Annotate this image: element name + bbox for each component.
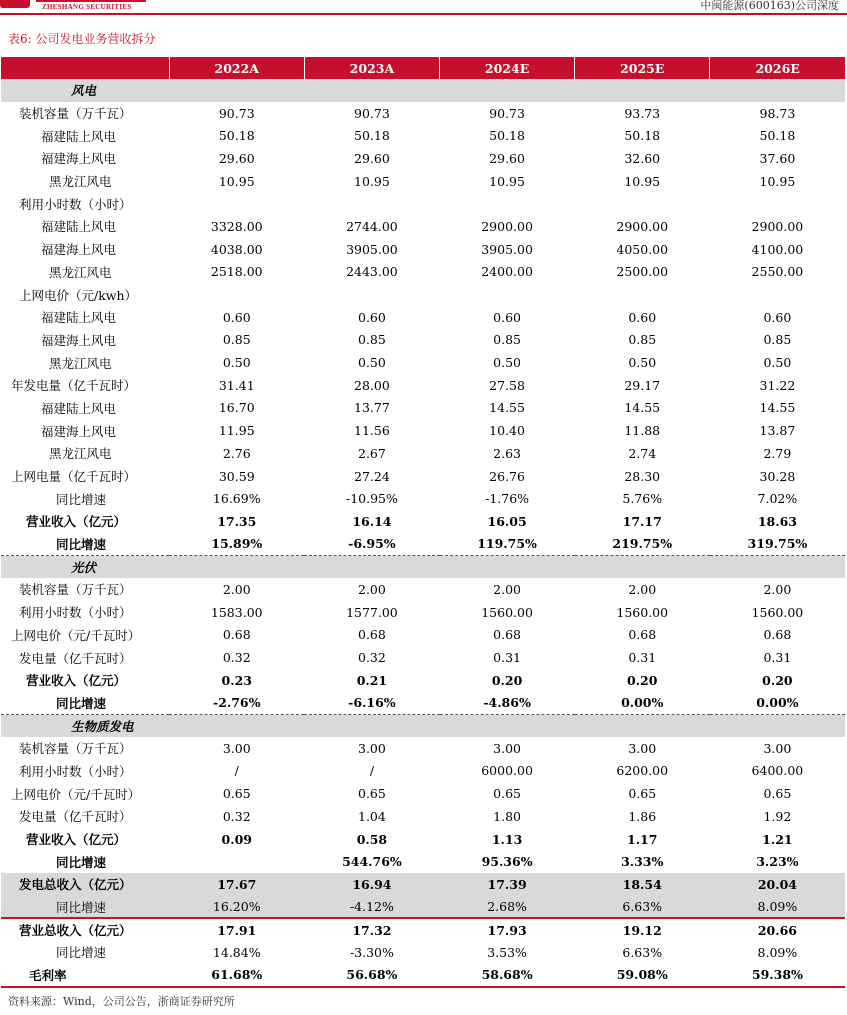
row-label: 风电: [1, 79, 169, 102]
table-row: [1, 918, 845, 941]
table-cell: 14.84%: [212, 944, 261, 960]
table-row: [1, 873, 845, 896]
table-cell: 3.00: [222, 740, 251, 756]
table-cell: 90.73: [354, 105, 390, 121]
table-cell: 26.76: [489, 468, 525, 484]
table-cell: 50.18: [218, 128, 255, 144]
table-cell: 0.85: [493, 332, 521, 348]
table-cell: 0.60: [358, 309, 386, 325]
table-cell: /: [369, 763, 375, 779]
table-cell: 30.59: [218, 468, 255, 484]
table-cell: [304, 283, 439, 306]
row-label: 利用小时数（小时）: [19, 763, 132, 779]
table-cell: [440, 192, 575, 215]
table-cell: 0.65: [763, 786, 792, 802]
table-cell: 1.17: [627, 831, 658, 847]
table-cell: 20.66: [710, 918, 845, 941]
table-cell: 14.55: [759, 400, 796, 416]
table-cell: 2500.00: [616, 264, 669, 280]
table-cell: 11.95: [218, 423, 255, 439]
table-cell: 14.55: [624, 400, 661, 416]
table-cell: [440, 79, 575, 102]
table-cell: 0.21: [356, 672, 388, 688]
table-cell: 5.76%: [622, 491, 663, 507]
table-cell: 0.31: [493, 650, 521, 666]
table-cell: 6.63%: [575, 896, 710, 919]
table-cell: 29.60: [354, 150, 390, 166]
table-cell: 1.04: [358, 808, 386, 824]
table-row: [1, 102, 845, 125]
table-row: [1, 397, 845, 420]
table-cell: 4100.00: [751, 241, 804, 257]
table-cell: 50.18: [354, 128, 390, 144]
table-cell: 8.09%: [757, 944, 798, 960]
table-cell: 37.60: [759, 150, 796, 166]
table-cell: 50.18: [489, 128, 525, 144]
row-label: 上网电价（元/kwh）: [19, 287, 138, 303]
table-cell: 90.73: [489, 105, 525, 121]
table-cell: 3.00: [493, 740, 521, 756]
table-cell: 58.68%: [440, 964, 575, 987]
table-row: [1, 828, 845, 851]
table-cell: 1560.00: [481, 604, 533, 620]
table-cell: [169, 283, 304, 306]
table-cell: 0.58: [356, 831, 388, 847]
table-cell: 17.35: [217, 513, 257, 529]
company-logo: [0, 0, 150, 14]
table-cell: [169, 79, 304, 102]
row-label: 营业总收入（亿元）: [1, 918, 169, 941]
table-cell: [304, 192, 439, 215]
table-cell: [710, 714, 845, 737]
row-label: 生物质发电: [1, 714, 169, 737]
table-cell: [169, 192, 304, 215]
table-cell: [440, 555, 575, 578]
table-cell: 7.02%: [757, 491, 798, 507]
table-cell: 0.20: [627, 672, 658, 688]
row-label: 毛利率: [1, 964, 169, 987]
table-cell: [575, 283, 710, 306]
table-cell: 3905.00: [346, 241, 398, 257]
row-label: 上网电量（亿千瓦时）: [11, 469, 137, 485]
table-cell: 8.09%: [710, 896, 845, 919]
table-cell: [575, 192, 710, 215]
table-cell: 16.14: [352, 513, 392, 529]
table-cell: [440, 714, 575, 737]
table-cell: 0.31: [628, 650, 657, 666]
table-cell: 1.80: [493, 808, 521, 824]
row-label: 黑龙江风电: [49, 174, 112, 190]
row-label: 营业收入（亿元）: [26, 514, 127, 530]
table-cell: 59.38%: [710, 964, 845, 987]
row-label: 同比增速: [56, 491, 107, 507]
table-cell: [304, 714, 439, 737]
row-label: 福建海上风电: [41, 151, 117, 167]
table-cell: 3.23%: [756, 854, 799, 870]
table-cell: 18.63: [757, 513, 797, 529]
table-cell: 0.32: [222, 650, 251, 666]
table-row: [1, 737, 845, 760]
table-cell: -4.86%: [440, 692, 575, 715]
header-cell: 2023A: [304, 57, 439, 79]
table-cell: 0.31: [763, 650, 792, 666]
row-label: 上网电价（元/千瓦时）: [11, 627, 141, 643]
table-cell: 0.20: [491, 672, 523, 688]
table-title: 表6: 公司发电业务营收拆分: [8, 32, 156, 46]
table-cell: 2900.00: [751, 218, 804, 234]
table-cell: [304, 555, 439, 578]
table-cell: [575, 79, 710, 102]
table-cell: 0.68: [763, 627, 792, 643]
table-cell: 16.94: [304, 873, 439, 896]
row-label: 福建陆上风电: [41, 310, 117, 326]
row-label: 同比增速: [1, 692, 169, 715]
table-cell: 16.05: [487, 513, 527, 529]
table-row: [1, 465, 845, 488]
header-cell: 2022A: [169, 57, 304, 79]
table-row: [1, 941, 845, 964]
table-cell: 2.00: [358, 581, 386, 597]
table-cell: 319.75%: [710, 533, 845, 556]
table-cell: 2.63: [493, 445, 521, 461]
row-label: 装机容量（万千瓦）: [19, 741, 132, 757]
row-label: 黑龙江风电: [49, 264, 112, 280]
table-cell: -2.76%: [169, 692, 304, 715]
table-row: [1, 896, 845, 919]
table-cell: 2.74: [628, 445, 657, 461]
table-cell: 10.95: [759, 173, 796, 189]
table-cell: 11.88: [624, 423, 661, 439]
logo-text: ZHESHANG SECURITIES: [42, 3, 132, 11]
table-cell: 4050.00: [616, 241, 669, 257]
row-label: 福建陆上风电: [41, 219, 117, 235]
table-cell: 0.23: [221, 672, 252, 688]
table-cell: 29.17: [624, 377, 661, 393]
table-cell: [440, 283, 575, 306]
table-cell: 18.54: [575, 873, 710, 896]
table-cell: 3328.00: [210, 218, 263, 234]
table-cell: 0.85: [222, 332, 251, 348]
table-cell: 0.85: [763, 332, 792, 348]
table-cell: 10.95: [354, 173, 390, 189]
table-cell: 1.13: [491, 831, 523, 847]
table-cell: 3.00: [763, 740, 792, 756]
table-cell: [169, 714, 304, 737]
row-label: 福建陆上风电: [41, 128, 117, 144]
table-cell: 3.53%: [487, 944, 527, 960]
table-cell: 0.50: [628, 355, 657, 371]
table-row: [1, 238, 845, 261]
table-cell: [304, 79, 439, 102]
table-cell: 0.50: [763, 355, 792, 371]
table-cell: 95.36%: [481, 854, 533, 870]
table-cell: 119.75%: [440, 533, 575, 556]
table-cell: 29.60: [489, 150, 525, 166]
table-cell: 27.58: [489, 377, 525, 393]
table-cell: 28.30: [624, 468, 661, 484]
table-cell: -4.12%: [304, 896, 439, 919]
table-cell: 16.69%: [212, 491, 261, 507]
table-cell: 0.65: [628, 786, 657, 802]
table-cell: [710, 192, 845, 215]
table-cell: 544.76%: [342, 854, 402, 870]
table-cell: 0.65: [493, 786, 521, 802]
table-cell: 6400.00: [751, 763, 804, 779]
table-cell: 0.60: [628, 309, 657, 325]
table-cell: 0.68: [493, 627, 521, 643]
table-cell: [575, 714, 710, 737]
table-row: [1, 850, 845, 873]
table-cell: [710, 283, 845, 306]
table-row: [1, 533, 845, 556]
table-cell: 6.63%: [622, 944, 663, 960]
table-cell: 93.73: [624, 105, 661, 121]
table-cell: 0.50: [222, 355, 251, 371]
table-cell: 3.00: [628, 740, 657, 756]
table-cell: 0.85: [358, 332, 386, 348]
table-cell: 2900.00: [481, 218, 533, 234]
table-row: [1, 782, 845, 805]
table-cell: 17.32: [304, 918, 439, 941]
row-label: 同比增速: [56, 945, 107, 961]
table-row: [1, 624, 845, 647]
table-cell: 4038.00: [210, 241, 263, 257]
row-label: 利用小时数（小时）: [19, 605, 132, 621]
table-cell: 0.00%: [710, 692, 845, 715]
table-cell: 90.73: [218, 105, 255, 121]
table-cell: 219.75%: [575, 533, 710, 556]
row-label: 黑龙江风电: [49, 446, 112, 462]
table-cell: 0.00%: [575, 692, 710, 715]
table-row: [1, 442, 845, 465]
table-cell: 0.68: [358, 627, 386, 643]
table-cell: 0.68: [222, 627, 251, 643]
section-header-row: [1, 714, 845, 737]
table-cell: 2.00: [628, 581, 657, 597]
table-cell: 17.91: [169, 918, 304, 941]
table-row: [1, 170, 845, 193]
table-cell: 0.65: [222, 786, 251, 802]
table-cell: -3.30%: [349, 944, 394, 960]
table-row: [1, 669, 845, 692]
table-row: [1, 601, 845, 624]
table-cell: /: [234, 763, 239, 779]
table-cell: 30.28: [759, 468, 796, 484]
table-cell: 0.68: [628, 627, 657, 643]
table-cell: 10.40: [489, 423, 525, 439]
table-cell: 16.20%: [169, 896, 304, 919]
table-cell: 0.60: [493, 309, 521, 325]
table-cell: 2.76: [222, 445, 251, 461]
table-cell: 10.95: [624, 173, 661, 189]
table-row: [1, 374, 845, 397]
row-label: 利用小时数（小时）: [19, 196, 132, 212]
table-cell: 2550.00: [751, 264, 804, 280]
table-cell: -10.95%: [345, 491, 398, 507]
table-cell: 1560.00: [616, 604, 669, 620]
table-row: [1, 283, 845, 306]
row-label: 装机容量（万千瓦）: [19, 106, 132, 122]
table-row: [1, 329, 845, 352]
table-cell: -1.76%: [485, 491, 530, 507]
table-cell: -6.16%: [304, 692, 439, 715]
table-cell: 17.39: [440, 873, 575, 896]
row-label: 福建海上风电: [41, 332, 117, 348]
table-row: [1, 419, 845, 442]
table-cell: 0.60: [222, 309, 251, 325]
table-cell: 6000.00: [481, 763, 533, 779]
table-cell: 59.08%: [575, 964, 710, 987]
table-row: [1, 147, 845, 170]
row-label: 同比增速: [1, 896, 169, 919]
table-cell: 0.65: [358, 786, 386, 802]
table-row: [1, 487, 845, 510]
table-cell: 10.95: [489, 173, 525, 189]
table-cell: 0.32: [222, 808, 251, 824]
table-row: [1, 261, 845, 284]
table-cell: 17.67: [169, 873, 304, 896]
table-cell: [169, 555, 304, 578]
table-cell: 19.12: [575, 918, 710, 941]
table-cell: 6200.00: [616, 763, 669, 779]
table-cell: 98.73: [759, 105, 796, 121]
table-cell: 0.20: [762, 672, 793, 688]
table-row: [1, 964, 845, 987]
header-cell: 2024E: [440, 57, 575, 79]
row-label: 年发电量（亿千瓦时）: [11, 378, 137, 394]
row-label: 福建陆上风电: [41, 400, 117, 416]
table-row: [1, 692, 845, 715]
table-cell: 1577.00: [346, 604, 398, 620]
table-cell: 1.86: [628, 808, 657, 824]
table-cell: 17.93: [440, 918, 575, 941]
table-cell: 1.21: [762, 831, 793, 847]
table-cell: 2443.00: [346, 264, 398, 280]
table-cell: 2.00: [222, 581, 251, 597]
header-cell: 2026E: [710, 57, 845, 79]
table-cell: 31.22: [759, 377, 796, 393]
table-row: [1, 805, 845, 828]
table-cell: 27.24: [354, 468, 390, 484]
report-title: 中闽能源(600163)公司深度: [700, 0, 839, 12]
table-cell: 15.89%: [169, 533, 304, 556]
row-label: 装机容量（万千瓦）: [19, 582, 132, 598]
table-cell: -6.95%: [304, 533, 439, 556]
section-header-row: [1, 555, 845, 578]
table-cell: 28.00: [354, 377, 390, 393]
table-cell: 32.60: [624, 150, 661, 166]
table-cell: 2400.00: [481, 264, 533, 280]
header-cell: [1, 57, 169, 79]
table-row: [1, 351, 845, 374]
table-cell: [169, 850, 304, 873]
table-cell: 1.92: [763, 808, 792, 824]
table-cell: 31.41: [218, 377, 255, 393]
table-cell: 56.68%: [304, 964, 439, 987]
table-row: [1, 578, 845, 601]
row-label: 上网电价（元/千瓦时）: [11, 786, 141, 802]
table-cell: 16.70: [218, 400, 255, 416]
table-cell: 11.56: [354, 423, 390, 439]
revenue-breakdown-table: [1, 57, 845, 988]
header-cell: 2025E: [575, 57, 710, 79]
row-label: 同比增速: [56, 854, 107, 870]
table-header-row: [1, 57, 845, 79]
row-label: 营业收入（亿元）: [26, 832, 127, 848]
table-cell: 29.60: [218, 150, 255, 166]
table-cell: 50.18: [624, 128, 661, 144]
header-divider: [0, 13, 847, 15]
table-cell: 2744.00: [346, 218, 398, 234]
table-cell: 1560.00: [751, 604, 804, 620]
table-cell: 0.60: [763, 309, 792, 325]
row-label: 发电量（亿千瓦时）: [19, 809, 132, 825]
table-cell: [575, 555, 710, 578]
table-cell: 0.50: [358, 355, 386, 371]
table-cell: 50.18: [759, 128, 796, 144]
table-cell: 2900.00: [616, 218, 669, 234]
table-row: [1, 510, 845, 533]
table-row: [1, 215, 845, 238]
section-header-row: [1, 79, 845, 102]
table-cell: 0.32: [358, 650, 386, 666]
table-row: [1, 306, 845, 329]
table-cell: 13.87: [759, 423, 796, 439]
table-row: [1, 760, 845, 783]
table-cell: 10.95: [218, 173, 255, 189]
table-cell: 0.50: [493, 355, 521, 371]
table-cell: 13.77: [354, 400, 390, 416]
table-cell: 20.04: [710, 873, 845, 896]
table-cell: 14.55: [489, 400, 525, 416]
table-cell: 3905.00: [481, 241, 533, 257]
table-cell: 1583.00: [210, 604, 263, 620]
row-label: 福建海上风电: [41, 423, 117, 439]
page-header: [0, 0, 847, 16]
table-row: [1, 646, 845, 669]
table-cell: [710, 555, 845, 578]
table-row: [1, 124, 845, 147]
table-cell: 2.00: [493, 581, 521, 597]
table-cell: [710, 79, 845, 102]
table-cell: 3.00: [358, 740, 386, 756]
table-cell: 2.67: [358, 445, 386, 461]
row-label: 黑龙江风电: [49, 355, 112, 371]
table-cell: 17.17: [622, 513, 662, 529]
table-cell: 2518.00: [210, 264, 263, 280]
table-row: [1, 192, 845, 215]
table-cell: 0.85: [628, 332, 657, 348]
row-label: 发电量（亿千瓦时）: [19, 650, 132, 666]
row-label: 光伏: [1, 555, 169, 578]
table-cell: 2.00: [763, 581, 792, 597]
table-cell: 2.68%: [440, 896, 575, 919]
row-label: 福建海上风电: [41, 242, 117, 258]
row-label: 营业收入（亿元）: [26, 673, 127, 689]
table-cell: 0.09: [221, 831, 252, 847]
table-cell: 3.33%: [621, 854, 664, 870]
table-cell: 2.79: [763, 445, 792, 461]
row-label: 发电总收入（亿元）: [1, 873, 169, 896]
source-note: 资料来源：Wind，公司公告，浙商证券研究所: [8, 995, 235, 1008]
table-cell: 61.68%: [169, 964, 304, 987]
row-label: 同比增速: [1, 533, 169, 556]
